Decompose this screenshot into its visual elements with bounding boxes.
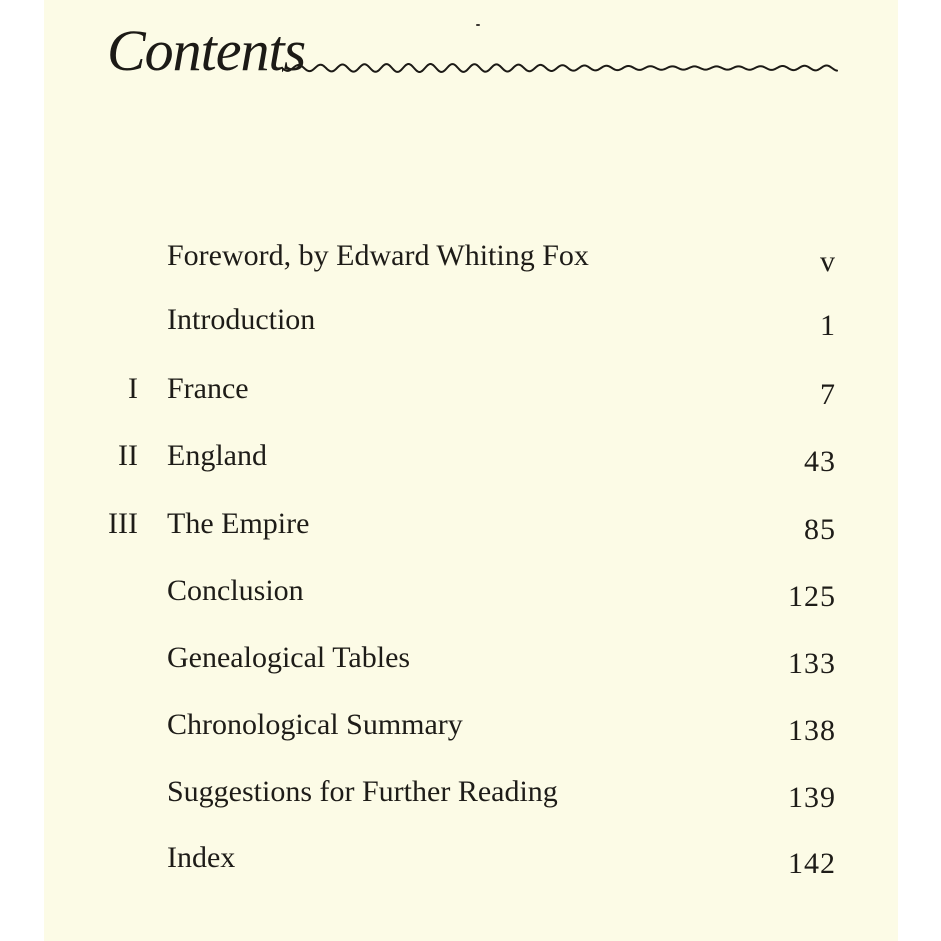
toc-entry-france [0,367,941,411]
toc-entry-label: Genealogical Tables [167,641,411,674]
toc-entry-number: II [118,439,138,472]
toc-entry-page: v [820,245,836,278]
toc-entry-chronological-summary [0,703,941,747]
toc-entry-foreword [0,234,941,278]
toc-entry-page: 7 [820,378,836,411]
toc-entry-label: Index [167,841,236,874]
toc-entry-index [0,836,941,880]
toc-entry-label: Conclusion [167,574,304,607]
toc-entry-number: III [108,507,138,540]
toc-entry-genealogical-tables [0,636,941,680]
toc-entry-page: 43 [804,445,836,478]
toc-entry-the-empire [0,502,941,546]
toc-entry-label: Introduction [167,303,316,336]
toc-entry-label: France [167,372,249,405]
toc-entry-page: 133 [788,647,836,680]
toc-entry-page: 85 [804,513,836,546]
toc-entry-page: 142 [788,847,836,880]
toc-entry-label: Suggestions for Further Reading [167,775,558,808]
toc-entry-introduction [0,298,941,342]
toc-entry-label: The Empire [167,507,310,540]
toc-entry-page: 125 [788,580,836,613]
toc-entry-label: Chronological Summary [167,708,463,741]
toc-entry-conclusion [0,569,941,613]
toc-entry-label: Foreword, by Edward Whiting Fox [167,239,589,272]
toc-entry-label: England [167,439,267,472]
toc-entry-further-reading [0,770,941,814]
toc-entry-page: 139 [788,781,836,814]
toc-entry-page: 138 [788,714,836,747]
toc-entry-page: 1 [820,309,836,342]
page-title: Contents [107,18,306,83]
toc-entry-number: I [128,372,138,405]
toc-entry-england [0,434,941,478]
